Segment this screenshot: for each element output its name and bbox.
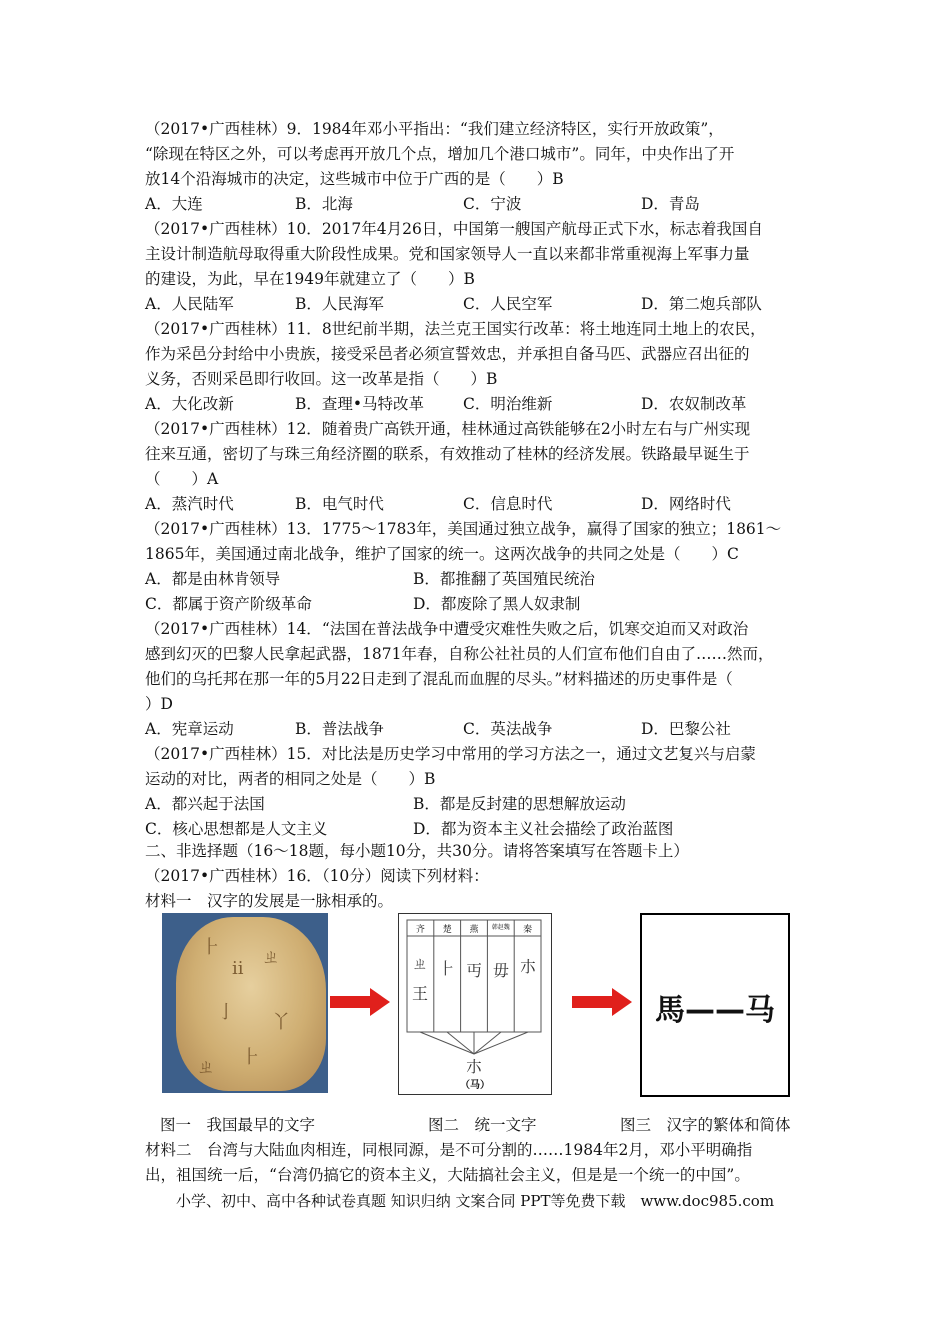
material-2-block: [145, 1138, 825, 1188]
question-line: 放14个沿海城市的决定，这些城市中位于广西的是（ ）B: [145, 170, 564, 188]
option-d: D．农奴制改革: [641, 395, 747, 413]
question-line: 义务，否则采邑即行收回。这一改革是指（ ）B: [145, 370, 498, 388]
state-label: 齐: [415, 925, 425, 935]
question-line: 主设计制造航母取得重大阶段性成果。党和国家领导人一直以来都非常重视海上军事力量: [145, 245, 750, 263]
state-label: 秦: [523, 925, 533, 935]
question-line: （2017•广西桂林）11．8世纪前半期，法兰克王国实行改革：将土地连同土地上的农民，: [145, 320, 766, 338]
option-c: C．都属于资产阶级革命: [145, 595, 312, 613]
material-2-line: 出，祖国统一后，“台湾仍搞它的资本主义，大陆搞社会主义，但是是一个统一的中国”。: [145, 1166, 750, 1184]
option-a: A．宪章运动: [145, 720, 234, 738]
option-a: A．大化改新: [145, 395, 234, 413]
option-a: A．大连: [145, 195, 203, 213]
state-label: 燕: [469, 925, 479, 935]
question-line: 1865年，美国通过南北战争，维护了国家的统一。这两次战争的共同之处是（ ）C: [145, 545, 739, 563]
options-row: [145, 492, 825, 517]
material-1-text: 材料一 汉字的发展是一脉相承的。: [145, 892, 394, 910]
option-c: C．信息时代: [463, 495, 553, 513]
footer-text: 小学、初中、高中各种试卷真题 知识归纳 文案合同 PPT等免费下载 www.doc985.com: [175, 1192, 775, 1210]
option-c: C．核心思想都是人文主义: [145, 820, 328, 838]
option-c: C．宁波: [463, 195, 522, 213]
caption-1: 图一 我国最早的文字: [160, 1116, 316, 1134]
option-d: D．巴黎公社: [641, 720, 731, 738]
question-line: （2017•广西桂林）13．1775～1783年，美国通过独立战争，赢得了国家的独立；1861～: [145, 520, 782, 538]
option-b: B．普法战争: [295, 720, 384, 738]
option-b: B．都推翻了英国殖民统治: [413, 570, 595, 588]
question-line: 运动的对比，两者的相同之处是（ ）B: [145, 770, 436, 788]
caption-3: 图三 汉字的繁体和简体: [620, 1116, 791, 1134]
arrow-right-icon: [328, 987, 392, 1017]
caption-2: 图二 统一文字: [428, 1116, 537, 1134]
question-line: 他们的乌托邦在那一年的5月22日走到了混乱而血腥的尽头。”材料描述的历史事件是（: [145, 670, 733, 688]
option-c: C．人民空军: [463, 295, 553, 313]
options-row: [145, 392, 825, 417]
state-label: 楚: [442, 925, 452, 935]
option-d: D．第二炮兵部队: [641, 295, 762, 313]
question-text-block: [145, 117, 825, 842]
figure-row: [160, 913, 800, 1095]
section-block: [145, 839, 825, 914]
horse-label: （马）: [460, 1080, 490, 1091]
svg-text:毋: 毋: [492, 961, 510, 980]
option-a: A．都兴起于法国: [145, 795, 265, 813]
option-b: B．人民海军: [295, 295, 384, 313]
material-2-line: 材料二 台湾与大陆血肉相连，同根同源，是不可分割的……1984年2月，邓小平明确指: [145, 1141, 753, 1159]
option-d: D．都为资本主义社会描绘了政治蓝图: [413, 820, 674, 838]
figure-captions: [160, 1113, 820, 1138]
section-heading: 二、非选择题（16～18题，每小题10分，共30分。请将答案填写在答题卡上）: [145, 842, 689, 860]
options-row: [145, 717, 825, 742]
option-a: A．都是由林肯领导: [145, 570, 281, 588]
traditional-simplified-box: [640, 913, 790, 1097]
unified-script-chart: [398, 913, 552, 1095]
option-b: B．查理•马特改革: [295, 395, 425, 413]
svg-text:ㄓ: ㄓ: [411, 954, 429, 973]
options-row: [145, 792, 825, 817]
question-line: ）D: [145, 695, 173, 713]
option-d: D．网络时代: [641, 495, 731, 513]
svg-text:⺊: ⺊: [438, 959, 456, 978]
option-b: B．电气时代: [295, 495, 384, 513]
question-16-heading: （2017•广西桂林）16．（10分）阅读下列材料：: [145, 867, 489, 885]
svg-text:朩: 朩: [519, 957, 537, 976]
question-line: 感到幻灭的巴黎人民拿起武器，1871年春，自称公社社员的人们宣布他们自由了……然而，: [145, 645, 774, 663]
option-c: C．英法战争: [463, 720, 553, 738]
option-c: C．明治维新: [463, 395, 553, 413]
traditional-simplified-text: 馬——马: [655, 993, 775, 1028]
question-line: （2017•广西桂林）12．随着贵广高铁开通，桂林通过高铁能够在2小时左右与广州实现: [145, 420, 751, 438]
options-row: [145, 192, 825, 217]
options-row: [145, 567, 825, 592]
svg-text:王: 王: [411, 984, 429, 1003]
option-a: A．人民陆军: [145, 295, 234, 313]
question-line: （2017•广西桂林）15．对比法是历史学习中常用的学习方法之一，通过文艺复兴与启蒙: [145, 745, 756, 763]
question-line: “除现在特区之外，可以考虑再开放几个点，增加几个港口城市”。同年，中央作出了开: [145, 145, 735, 163]
option-b: B．北海: [295, 195, 353, 213]
state-label: 韩赵魏: [491, 924, 510, 931]
option-d: D．青岛: [641, 195, 700, 213]
options-row: [145, 292, 825, 317]
option-a: A．蒸汽时代: [145, 495, 234, 513]
oracle-bone-image: ⺊ ⅱ ㄓ 亅 丫 ⺊ ㄓ: [162, 913, 328, 1093]
svg-text:朩: 朩: [465, 1057, 483, 1076]
svg-text:丏: 丏: [465, 961, 483, 980]
question-line: （2017•广西桂林）9．1984年邓小平指出：“我们建立经济特区，实行开放政策”，: [145, 120, 724, 138]
question-line: （ ）A: [145, 470, 219, 488]
question-line: （2017•广西桂林）14．“法国在普法战争中遭受灾难性失败之后，饥寒交迫而又对政治: [145, 620, 749, 638]
question-line: （2017•广西桂林）10．2017年4月26日，中国第一艘国产航母正式下水，标志着我国自: [145, 220, 763, 238]
question-line: 的建设，为此，早在1949年就建立了（ ）B: [145, 270, 475, 288]
question-line: 作为采邑分封给中小贵族，接受采邑者必须宣誓效忠，并承担自备马匹、武器应召出征的: [145, 345, 750, 363]
question-line: 往来互通，密切了与珠三角经济圈的联系，有效推动了桂林的经济发展。铁路最早诞生于: [145, 445, 750, 463]
option-b: B．都是反封建的思想解放运动: [413, 795, 626, 813]
arrow-right-icon: [570, 987, 634, 1017]
option-d: D．都废除了黑人奴隶制: [413, 595, 581, 613]
options-row: [145, 592, 825, 617]
